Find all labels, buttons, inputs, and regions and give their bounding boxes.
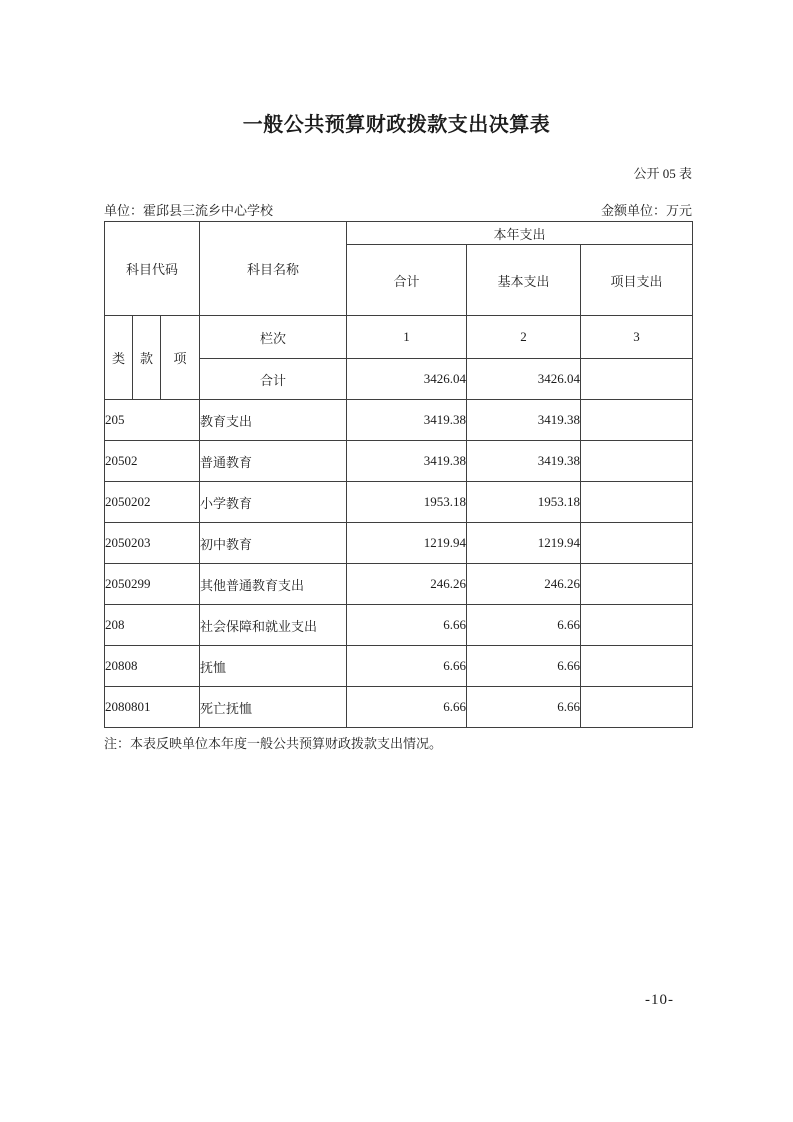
header-subject-name: 科目名称 bbox=[200, 222, 347, 316]
meta-row bbox=[104, 200, 692, 219]
subject-name-cell: 抚恤 bbox=[200, 646, 347, 687]
subject-name-cell: 死亡抚恤 bbox=[200, 687, 347, 728]
project-value-cell bbox=[581, 605, 693, 646]
form-code-label: 公开 05 表 bbox=[633, 166, 692, 181]
project-value-cell bbox=[581, 523, 693, 564]
basic-value-cell: 6.66 bbox=[467, 605, 581, 646]
project-value-cell bbox=[581, 400, 693, 441]
header-basic-expenditure: 基本支出 bbox=[467, 245, 581, 316]
table-row bbox=[105, 687, 693, 728]
project-value-cell bbox=[581, 564, 693, 605]
grand-total-label: 合计 bbox=[200, 359, 347, 400]
table-note: 注：本表反映单位本年度一般公共预算财政拨款支出情况。 bbox=[104, 736, 443, 751]
project-value-cell bbox=[581, 687, 693, 728]
page-title: 一般公共预算财政拨款支出决算表 bbox=[242, 114, 551, 136]
total-value-cell: 6.66 bbox=[347, 687, 467, 728]
grand-total-project bbox=[581, 359, 693, 400]
header-current-year-group: 本年支出 bbox=[347, 222, 693, 245]
basic-value-cell: 6.66 bbox=[467, 687, 581, 728]
header-row-column-index bbox=[105, 316, 693, 359]
basic-value-cell: 6.66 bbox=[467, 646, 581, 687]
total-value-cell: 1219.94 bbox=[347, 523, 467, 564]
project-value-cell bbox=[581, 646, 693, 687]
subject-name-cell: 其他普通教育支出 bbox=[200, 564, 347, 605]
header-subject-code: 科目代码 bbox=[105, 222, 200, 316]
table-row bbox=[105, 482, 693, 523]
header-column-label: 栏次 bbox=[200, 316, 347, 359]
project-value-cell bbox=[581, 441, 693, 482]
table-body bbox=[105, 400, 693, 728]
subject-name-cell: 小学教育 bbox=[200, 482, 347, 523]
table-row bbox=[105, 646, 693, 687]
header-section: 款 bbox=[133, 316, 161, 400]
total-value-cell: 6.66 bbox=[347, 646, 467, 687]
total-value-cell: 3419.38 bbox=[347, 400, 467, 441]
total-value-cell: 1953.18 bbox=[347, 482, 467, 523]
table-row bbox=[105, 523, 693, 564]
table-row bbox=[105, 605, 693, 646]
header-col-3: 3 bbox=[581, 316, 693, 359]
total-value-cell: 3419.38 bbox=[347, 441, 467, 482]
subject-code-cell: 205 bbox=[105, 400, 200, 441]
basic-value-cell: 3419.38 bbox=[467, 400, 581, 441]
total-value-cell: 6.66 bbox=[347, 605, 467, 646]
subject-code-cell: 2080801 bbox=[105, 687, 200, 728]
grand-total-total: 3426.04 bbox=[347, 359, 467, 400]
header-project-expenditure: 项目支出 bbox=[581, 245, 693, 316]
expenditure-table bbox=[104, 221, 693, 728]
grand-total-basic: 3426.04 bbox=[467, 359, 581, 400]
header-total: 合计 bbox=[347, 245, 467, 316]
subject-code-cell: 2050202 bbox=[105, 482, 200, 523]
subject-name-cell: 教育支出 bbox=[200, 400, 347, 441]
subject-code-cell: 20502 bbox=[105, 441, 200, 482]
basic-value-cell: 1953.18 bbox=[467, 482, 581, 523]
header-class: 类 bbox=[105, 316, 133, 400]
subject-code-cell: 20808 bbox=[105, 646, 200, 687]
subject-code-cell: 208 bbox=[105, 605, 200, 646]
table-row bbox=[105, 564, 693, 605]
header-col-1: 1 bbox=[347, 316, 467, 359]
basic-value-cell: 246.26 bbox=[467, 564, 581, 605]
table-row bbox=[105, 441, 693, 482]
basic-value-cell: 1219.94 bbox=[467, 523, 581, 564]
subject-name-cell: 初中教育 bbox=[200, 523, 347, 564]
table-row bbox=[105, 400, 693, 441]
amount-unit-label: 金额单位：万元 bbox=[600, 203, 692, 218]
unit-label: 单位：霍邱县三流乡中心学校 bbox=[104, 203, 274, 218]
total-value-cell: 246.26 bbox=[347, 564, 467, 605]
header-item: 项 bbox=[161, 316, 200, 400]
subject-code-cell: 2050203 bbox=[105, 523, 200, 564]
subject-code-cell: 2050299 bbox=[105, 564, 200, 605]
basic-value-cell: 3419.38 bbox=[467, 441, 581, 482]
page-number: -10- bbox=[645, 992, 674, 1008]
subject-name-cell: 普通教育 bbox=[200, 441, 347, 482]
subject-name-cell: 社会保障和就业支出 bbox=[200, 605, 347, 646]
project-value-cell bbox=[581, 482, 693, 523]
header-row-group bbox=[105, 222, 693, 245]
header-col-2: 2 bbox=[467, 316, 581, 359]
